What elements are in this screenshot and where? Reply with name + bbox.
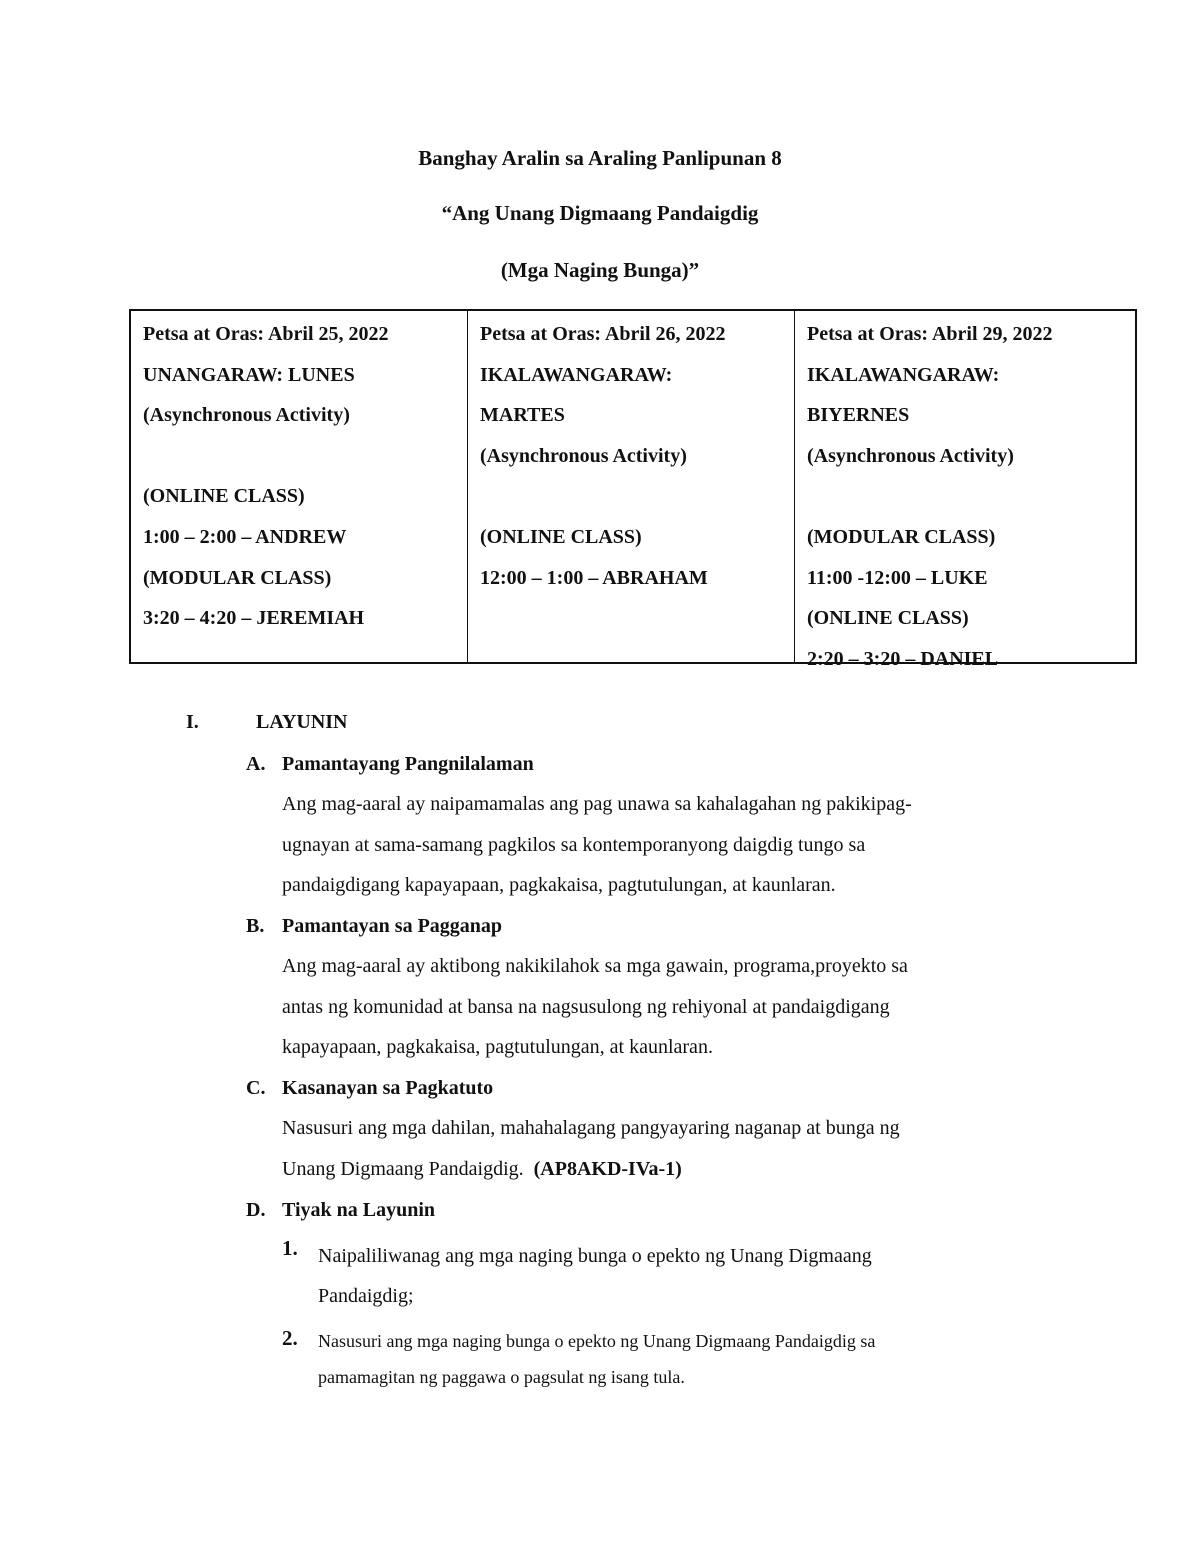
- schedule-cell-line: 3:20 – 4:20 – JEREMIAH: [143, 607, 365, 630]
- schedule-cell-line: BIYERNES: [807, 404, 910, 427]
- subsection-heading: [246, 1197, 1106, 1223]
- body-line: pandaigdigang kapayapaan, pagkakaisa, pagtutulungan, at kaunlaran.: [282, 874, 836, 897]
- body-line: ugnayan at sama-samang pagkilos sa kontemporanyong daigdig tungo sa: [282, 833, 866, 856]
- subsection-heading-text: Kasanayan sa Pagkatuto: [282, 1077, 494, 1099]
- schedule-column-day-1: [131, 311, 467, 662]
- subsection-heading: [246, 751, 1106, 777]
- schedule-cell-line: 12:00 – 1:00 – ABRAHAM: [480, 566, 708, 589]
- objective-text: [318, 1323, 1062, 1395]
- section-title: LAYUNIN: [256, 711, 348, 733]
- competency-code: (AP8AKD-IVa-1): [533, 1157, 682, 1180]
- schedule-cell-line: (ONLINE CLASS): [807, 607, 969, 630]
- subsection-heading-text: Pamantayang Pangnilalaman: [282, 753, 534, 775]
- subsection-body: [282, 1108, 1106, 1189]
- objective-line: pamamagitan ng paggawa o pagsulat ng isang tula.: [318, 1367, 685, 1387]
- schedule-cell-line: (ONLINE CLASS): [143, 485, 305, 508]
- document-subtitle: “Ang Unang Digmaang Pandaigdig: [441, 201, 759, 225]
- schedule-column-day-2: [467, 311, 794, 662]
- subsection-tiyak-na-layunin: [246, 1197, 1106, 1223]
- schedule-cell-line: UNANGARAW: LUNES: [143, 363, 355, 386]
- schedule-cell-line: (MODULAR CLASS): [143, 566, 332, 589]
- body-line: Ang mag-aaral ay naipamamalas ang pag unawa sa kahalagahan ng pakikipag-: [282, 793, 912, 815]
- schedule-cell-line: [143, 436, 467, 477]
- subsection-letter: A.: [246, 753, 266, 775]
- document-subtitle-2: (Mga Naging Bunga)”: [500, 258, 700, 282]
- body-line: antas ng komunidad at bansa na nagsusulong ng rehiyonal at pandaigdigang: [282, 995, 890, 1018]
- body-line: Ang mag-aaral ay aktibong nakikilahok sa mga gawain, programa,proyekto sa: [282, 955, 908, 977]
- schedule-cell-line: (Asynchronous Activity): [143, 404, 350, 427]
- body-line: Nasusuri ang mga dahilan, mahahalagang pangyayaring naganap at bunga ng: [282, 1117, 900, 1139]
- schedule-cell-line: Petsa at Oras: Abril 26, 2022: [480, 323, 726, 345]
- schedule-cell-line: [807, 476, 1135, 517]
- schedule-cell-line: (Asynchronous Activity): [480, 444, 687, 467]
- schedule-column-day-3: [794, 311, 1135, 670]
- subsection-heading-text: Tiyak na Layunin: [282, 1199, 436, 1221]
- subsection-body: [282, 946, 1106, 1068]
- objective-line: Naipaliliwanag ang mga naging bunga o epekto ng Unang Digmaang: [318, 1245, 872, 1267]
- subsection-heading-text: Pamantayan sa Pagganap: [282, 915, 503, 937]
- objective-item: [282, 1323, 1062, 1395]
- objective-line: Nasusuri ang mga naging bunga o epekto ng Unang Digmaang Pandaigdig sa: [318, 1331, 876, 1351]
- objective-number: 1.: [282, 1236, 298, 1260]
- schedule-cell-line: Petsa at Oras: Abril 25, 2022: [143, 323, 389, 345]
- objective-item: [282, 1236, 1062, 1316]
- subsection-pamantayan-sa-pagganap: [246, 913, 1106, 1068]
- subsection-kasanayan-sa-pagkatuto: [246, 1075, 1106, 1189]
- subsection-heading: [246, 1075, 1106, 1101]
- schedule-table: [129, 309, 1137, 670]
- schedule-cell-line: 11:00 -12:00 – LUKE: [807, 566, 988, 589]
- objective-text: [318, 1236, 1062, 1316]
- objective-number: 2.: [282, 1326, 298, 1350]
- subsection-letter: B.: [246, 915, 265, 937]
- schedule-cell-line: 2:20 – 3:20 – DANIEL: [807, 647, 999, 670]
- document-title: Banghay Aralin sa Araling Panlipunan 8: [418, 146, 782, 170]
- body-line: [282, 1149, 1106, 1190]
- schedule-cell-line: IKALAWANGARAW:: [807, 363, 1000, 386]
- schedule-cell-line: Petsa at Oras: Abril 29, 2022: [807, 323, 1053, 345]
- subsection-letter: C.: [246, 1077, 266, 1099]
- schedule-cell-line: 1:00 – 2:00 – ANDREW: [143, 525, 347, 548]
- schedule-cell-line: IKALAWANGARAW:: [480, 363, 673, 386]
- subsection-pamantayang-pangnilalaman: [246, 751, 1106, 906]
- body-line-text: Unang Digmaang Pandaigdig.: [282, 1157, 524, 1180]
- subsection-letter: D.: [246, 1199, 266, 1221]
- schedule-cell-line: MARTES: [480, 404, 565, 427]
- objective-line: Pandaigdig;: [318, 1285, 414, 1307]
- subsection-heading: [246, 913, 1106, 939]
- subsection-body: [282, 784, 1106, 906]
- schedule-cell-line: (Asynchronous Activity): [807, 444, 1014, 467]
- schedule-cell-line: (ONLINE CLASS): [480, 525, 642, 548]
- schedule-cell-line: (MODULAR CLASS): [807, 525, 996, 548]
- schedule-cell-line: [480, 476, 794, 517]
- section-numeral: I.: [186, 711, 199, 733]
- body-line: kapayapaan, pagkakaisa, pagtutulungan, at kaunlaran.: [282, 1036, 713, 1059]
